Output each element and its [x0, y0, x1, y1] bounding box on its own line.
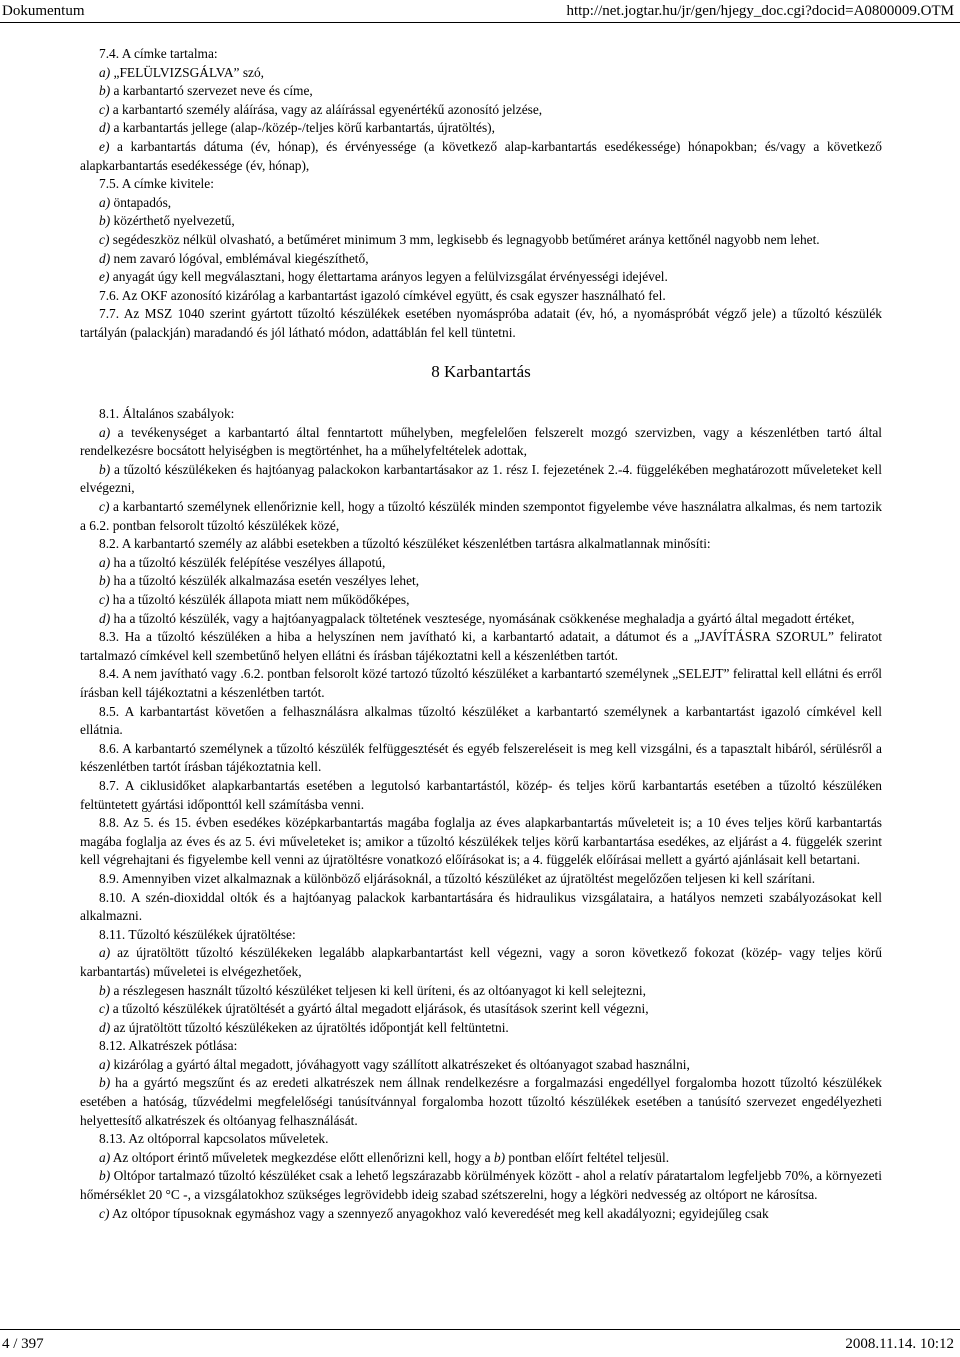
text-run: 8.11. Tűzoltó készülékek újratöltése:	[99, 926, 296, 942]
text-run: 8.4. A nem javítható vagy .6.2. pontban felsorolt közé tartozó tűzoltó készüléket a karbantartó személynek „SELEJT” felirattal kell ellátni és erről írásban kell tájékoztatni a készenlétben tartót.	[80, 666, 882, 700]
page-number: 4 / 397	[2, 1336, 44, 1352]
paragraph	[80, 138, 882, 175]
text-run: ha a gyártó megszűnt és az eredeti alkatrészek nem állnak rendelkezésre a forgalmazási engedéllyel forgalomba hozott tűzoltó készülékek esetében a hatóság, tűzvédelmi megfelelőségi tanúsítvánnyal forgalomba hozott tűzoltó készülékek esetében a tanúsító szervezet engedélyezheti helyettesítő alkatrészek és oltóanyag felhasználását.	[80, 1075, 882, 1128]
page-footer	[0, 1329, 960, 1356]
paragraph	[80, 119, 882, 138]
header-url: http://net.jogtar.hu/jr/gen/hjegy_doc.cgi?docid=A0800009.OTM	[566, 3, 954, 19]
list-marker: c)	[99, 1205, 110, 1221]
text-run: ha a tűzoltó készülék, vagy a hajtóanyagpalack töltetének vesztesége, nyomásának csökkenése meghaladja a gyártó által megadott értéket,	[110, 610, 855, 626]
print-timestamp: 2008.11.14. 10:12	[845, 1336, 954, 1352]
paragraph	[80, 64, 882, 83]
text-run: 7.4. A címke tartalma:	[99, 46, 218, 61]
text-run: a tevékenységet a karbantartó által fenntartott műhelyben, megfelelően felszerelt mozgó szervizben, vagy a készenlétben tartó által rendelkezésre bocsátott helyiségben is megtörténhet, ha a műhelyfeltételek adottak,	[80, 424, 882, 459]
text-run: Az oltóport érintő műveletek megkezdése előtt ellenőrizni kell, hogy a	[110, 1149, 494, 1165]
list-marker: d)	[99, 120, 111, 136]
paragraph	[80, 250, 882, 269]
text-run: 8.1. Általános szabályok:	[99, 406, 235, 422]
list-marker: c)	[99, 592, 110, 608]
paragraph	[80, 740, 882, 777]
list-marker: b)	[99, 213, 111, 229]
page-header	[0, 0, 960, 23]
list-marker: a)	[99, 1149, 111, 1165]
text-run: Az oltópor típusoknak egymáshoz vagy a szennyező anyagokhoz való keveredését meg kell akadályozni; egyidejűleg csak	[109, 1205, 769, 1221]
paragraph	[80, 1037, 882, 1056]
text-run: pontban előírt feltétel teljesül.	[505, 1149, 670, 1165]
paragraph	[80, 628, 882, 665]
paragraph	[80, 1074, 882, 1130]
paragraph	[80, 814, 882, 870]
paragraph	[80, 944, 882, 981]
text-run: ha a tűzoltó készülék alkalmazása esetén veszélyes lehet,	[110, 573, 420, 589]
text-run: „FELÜLVIZSGÁLVA” szó,	[110, 64, 265, 80]
paragraph	[80, 287, 882, 306]
paragraph	[80, 591, 882, 610]
paragraph	[80, 268, 882, 287]
paragraph	[80, 870, 882, 889]
text-run: kizárólag a gyártó által megadott, jóváhagyott vagy szállított alkatrészeket és oltóanyagot szabad használni,	[110, 1056, 690, 1072]
list-marker: c)	[99, 1001, 110, 1017]
text-run: 8.3. Ha a tűzoltó készüléken a hiba a helyszínen nem javítható ki, a karbantartó adatait, a dátumot és a „JAVÍTÁSRA SZORUL” feliratot tartalmazó címkével kell szembetűnő helyen ellátni és írásban tájékoztatni kell a készenlétben tartót.	[80, 629, 882, 663]
section-heading	[80, 363, 882, 382]
text-run: a karbantartó személynek ellenőriznie kell, hogy a tűzoltó készülék minden szempontot figyelembe véve használatra alkalmas, és nem tartozik a 6.2. pontban felsorolt tűzoltó készülékek közé,	[80, 499, 882, 533]
list-marker: e)	[99, 269, 110, 285]
paragraph	[80, 665, 882, 702]
paragraph	[80, 461, 882, 498]
paragraph	[80, 1167, 882, 1204]
list-marker: b)	[99, 1075, 111, 1091]
paragraph	[80, 212, 882, 231]
paragraph	[80, 703, 882, 740]
text-run: 8.12. Alkatrészek pótlása:	[99, 1038, 238, 1054]
text-run: 8.7. A ciklusidőket alapkarbantartás esetében a legutolsó karbantartástól, közép- és teljes körű karbantartás esetében a tűzoltó készüléken feltüntetett gyártási időponttól kell számításba venni.	[80, 777, 882, 812]
paragraph	[80, 305, 882, 342]
paragraph	[80, 1019, 882, 1038]
list-marker: e)	[99, 138, 110, 154]
paragraph	[80, 1056, 882, 1075]
paragraph	[80, 101, 882, 120]
list-marker: a)	[99, 1056, 111, 1072]
list-marker: c)	[99, 499, 110, 515]
list-marker: c)	[99, 231, 110, 247]
paragraph	[80, 45, 882, 64]
list-marker: b)	[99, 573, 111, 589]
list-marker: d)	[99, 250, 111, 266]
paragraph	[80, 982, 882, 1001]
text-run: nem zavaró lógóval, emblémával kiegészíthető,	[110, 250, 369, 266]
paragraph	[80, 926, 882, 945]
paragraph	[80, 194, 882, 213]
list-marker: a)	[99, 194, 111, 210]
text-run: 8.8. Az 5. és 15. évben esedékes középkarbantartás magába foglalja az éves alapkarbantartás műveleteit is; a 10 éves teljes körű karbantartás magába foglalja az éves és az 5. évi műveleteket is; amikor a tűzoltó készülékek teljes körű karbantartása esedékes, az eljárást a 4. függelék szerint kell végrehajtani és figyelembe kell venni az újratöltésre vonatkozó előírásokat is; a 4. függelék előírásai mellett a gyártó ajánlásait kell betartani.	[80, 815, 882, 868]
list-marker: d)	[99, 1019, 111, 1035]
header-title: Dokumentum	[2, 3, 85, 19]
text-run: 8.9. Amennyiben vizet alkalmaznak a különböző eljárásoknál, a tűzoltó készüléket az újratöltést megelőzően teljesen ki kell szárítani.	[99, 870, 816, 886]
list-marker: b)	[99, 83, 111, 99]
paragraph	[80, 498, 882, 535]
paragraph	[80, 1149, 882, 1168]
text-run: 8.5. A karbantartást követően a felhasználásra alkalmas tűzoltó készüléket a karbantartó személynek a karbantartást igazoló címkével kell ellátnia.	[80, 703, 882, 738]
document-body	[80, 45, 882, 1223]
paragraph	[80, 231, 882, 250]
list-marker: a)	[99, 945, 111, 961]
paragraph	[80, 889, 882, 926]
text-run: a karbantartó szervezet neve és címe,	[110, 83, 313, 99]
paragraph	[80, 1205, 882, 1224]
paragraph	[80, 1000, 882, 1019]
text-run: 8.2. A karbantartó személy az alábbi esetekben a tűzoltó készüléket készenlétben tartásra alkalmatlannak minősíti:	[99, 536, 711, 552]
text-run: a karbantartó személy aláírása, vagy az aláírással egyenértékű azonosító jelzése,	[109, 101, 543, 117]
text-run: az újratöltött tűzoltó készülékeken legalább alapkarbantartást kell végezni, vagy a soron következő fokozat (közép- vagy teljes körű karbantartás) műveletei is elvégezhetőek,	[80, 945, 882, 979]
list-marker: b)	[99, 1168, 111, 1184]
text-run: segédeszköz nélkül olvasható, a betűméret minimum 3 mm, legkisebb és legnagyobb betűméret aránya kettőnél nagyobb nem lehet.	[109, 231, 820, 247]
list-marker: c)	[99, 101, 110, 117]
list-marker: a)	[99, 64, 111, 80]
text-run: a karbantartás dátuma (év, hónap), és érvényessége (a következő alap-karbantartás esedékessége) hónapokban; és/vagy a következő alapkarbantartás esedékessége (év, hónap),	[80, 138, 882, 173]
text-run: 7.6. Az OKF azonosító kizárólag a karbantartást igazoló címkével együtt, és csak egyszer használható fel.	[99, 287, 666, 303]
paragraph	[80, 405, 882, 424]
list-marker: b)	[99, 461, 111, 477]
list-marker: a)	[99, 424, 111, 440]
text-run: a tűzoltó készülékeken és hajtóanyag palackokon karbantartásakor az 1. rész I. fejezetének 2.-4. függelékében meghatározott műveleteket kell elvégezni,	[80, 461, 882, 496]
text-run: ha a tűzoltó készülék állapota miatt nem működőképes,	[109, 592, 410, 608]
paragraph	[80, 572, 882, 591]
text-run: az újratöltött tűzoltó készülékeken az újratöltés időpontját kell feltüntetni.	[110, 1019, 509, 1035]
text-run: 8.10. A szén-dioxiddal oltók és a hajtóanyag palackok karbantartására és hidraulikus vizsgálataira, a hatályos nemzeti szabályozásokat kell alkalmazni.	[80, 889, 882, 924]
list-marker: a)	[99, 554, 111, 570]
text-run: a tűzoltó készülékek újratöltését a gyártó által megadott eljárások, és utasítások szerint kell végezni,	[109, 1001, 649, 1017]
paragraph	[80, 82, 882, 101]
text-run: 8.13. Az oltóporral kapcsolatos műveletek.	[99, 1131, 329, 1147]
paragraph	[80, 535, 882, 554]
text-run: a karbantartás jellege (alap-/közép-/teljes körű karbantartás, újratöltés),	[110, 120, 495, 136]
paragraph	[80, 777, 882, 814]
text-run: közérthető nyelvezetű,	[110, 213, 235, 229]
text-run: 7.7. Az MSZ 1040 szerint gyártott tűzoltó készülékek esetében nyomáspróba adatait (év, hó, a nyomáspróbát végző jele) a tűzoltó készülék tartályán (palackján) maradandó és jól látható módon, adattáblán fel kell tüntetni.	[80, 306, 882, 340]
paragraph	[80, 610, 882, 629]
text-run: 7.5. A címke kivitele:	[99, 176, 214, 192]
text-run: 8 Karbantartás	[431, 361, 531, 381]
paragraph	[80, 175, 882, 194]
text-run: ha a tűzoltó készülék felépítése veszélyes állapotú,	[110, 554, 386, 570]
text-run: 8.6. A karbantartó személynek a tűzoltó készülék felfüggesztését és egyéb felszereléseit is meg kell vizsgálni, és a tapasztalt hibáról, sérülésről a készenlétben tartót írásban tájékoztatnia kell.	[80, 740, 882, 775]
list-marker: b)	[493, 1149, 506, 1165]
paragraph	[80, 424, 882, 461]
paragraph	[80, 1130, 882, 1149]
text-run: öntapadós,	[110, 194, 172, 210]
list-marker: d)	[99, 610, 111, 626]
text-run: anyagát úgy kell megválasztani, hogy élettartama arányos legyen a felülvizsgálat érvényességi idejével.	[109, 269, 668, 285]
text-run: Oltópor tartalmazó tűzoltó készüléket csak a lehető legszárazabb körülmények között - ahol a relatív páratartalom legfeljebb 70%, a környezeti hőmérséklet 20 °C -, a vizsgálatokhoz szükséges legrövidebb ideig szabad szétszerelni, hogy a légköri nedvesség az oltóport ne károsítsa.	[80, 1168, 882, 1203]
text-run: a részlegesen használt tűzoltó készüléket teljesen ki kell üríteni, és az oltóanyagot ki kell selejtezni,	[110, 982, 646, 998]
list-marker: b)	[99, 982, 111, 998]
paragraph	[80, 554, 882, 573]
